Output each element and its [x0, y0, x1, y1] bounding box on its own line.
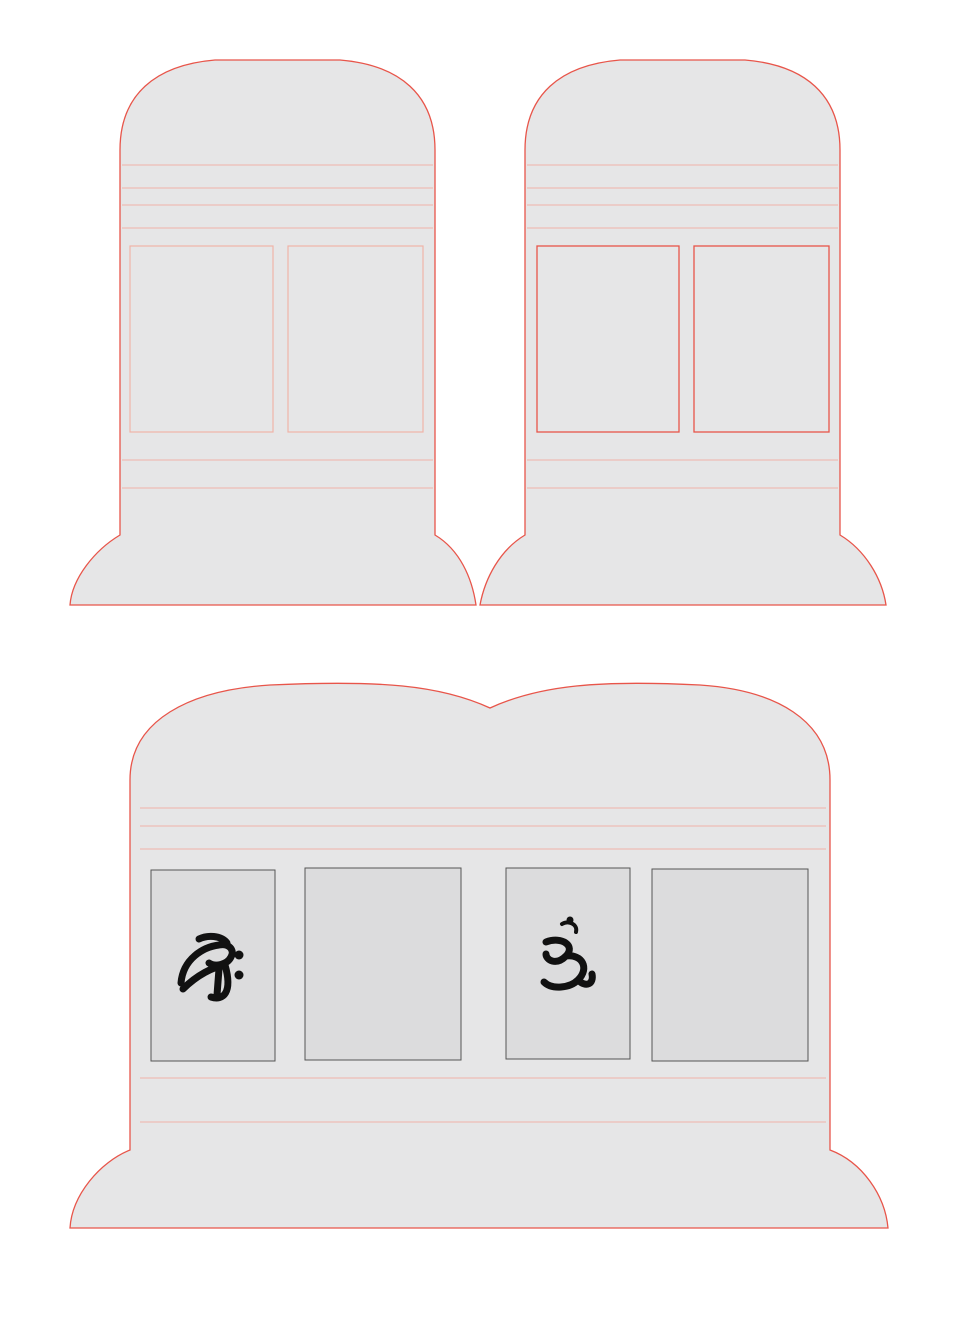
combined-box-hum: [506, 868, 630, 1059]
combined-box-dharani-1: [305, 868, 461, 1060]
right-stele-outline: [480, 60, 886, 605]
combined-stele: [70, 683, 888, 1228]
left-stele: [70, 60, 476, 605]
right-stele: [480, 60, 886, 605]
combined-box-dharani-2: [652, 869, 808, 1061]
